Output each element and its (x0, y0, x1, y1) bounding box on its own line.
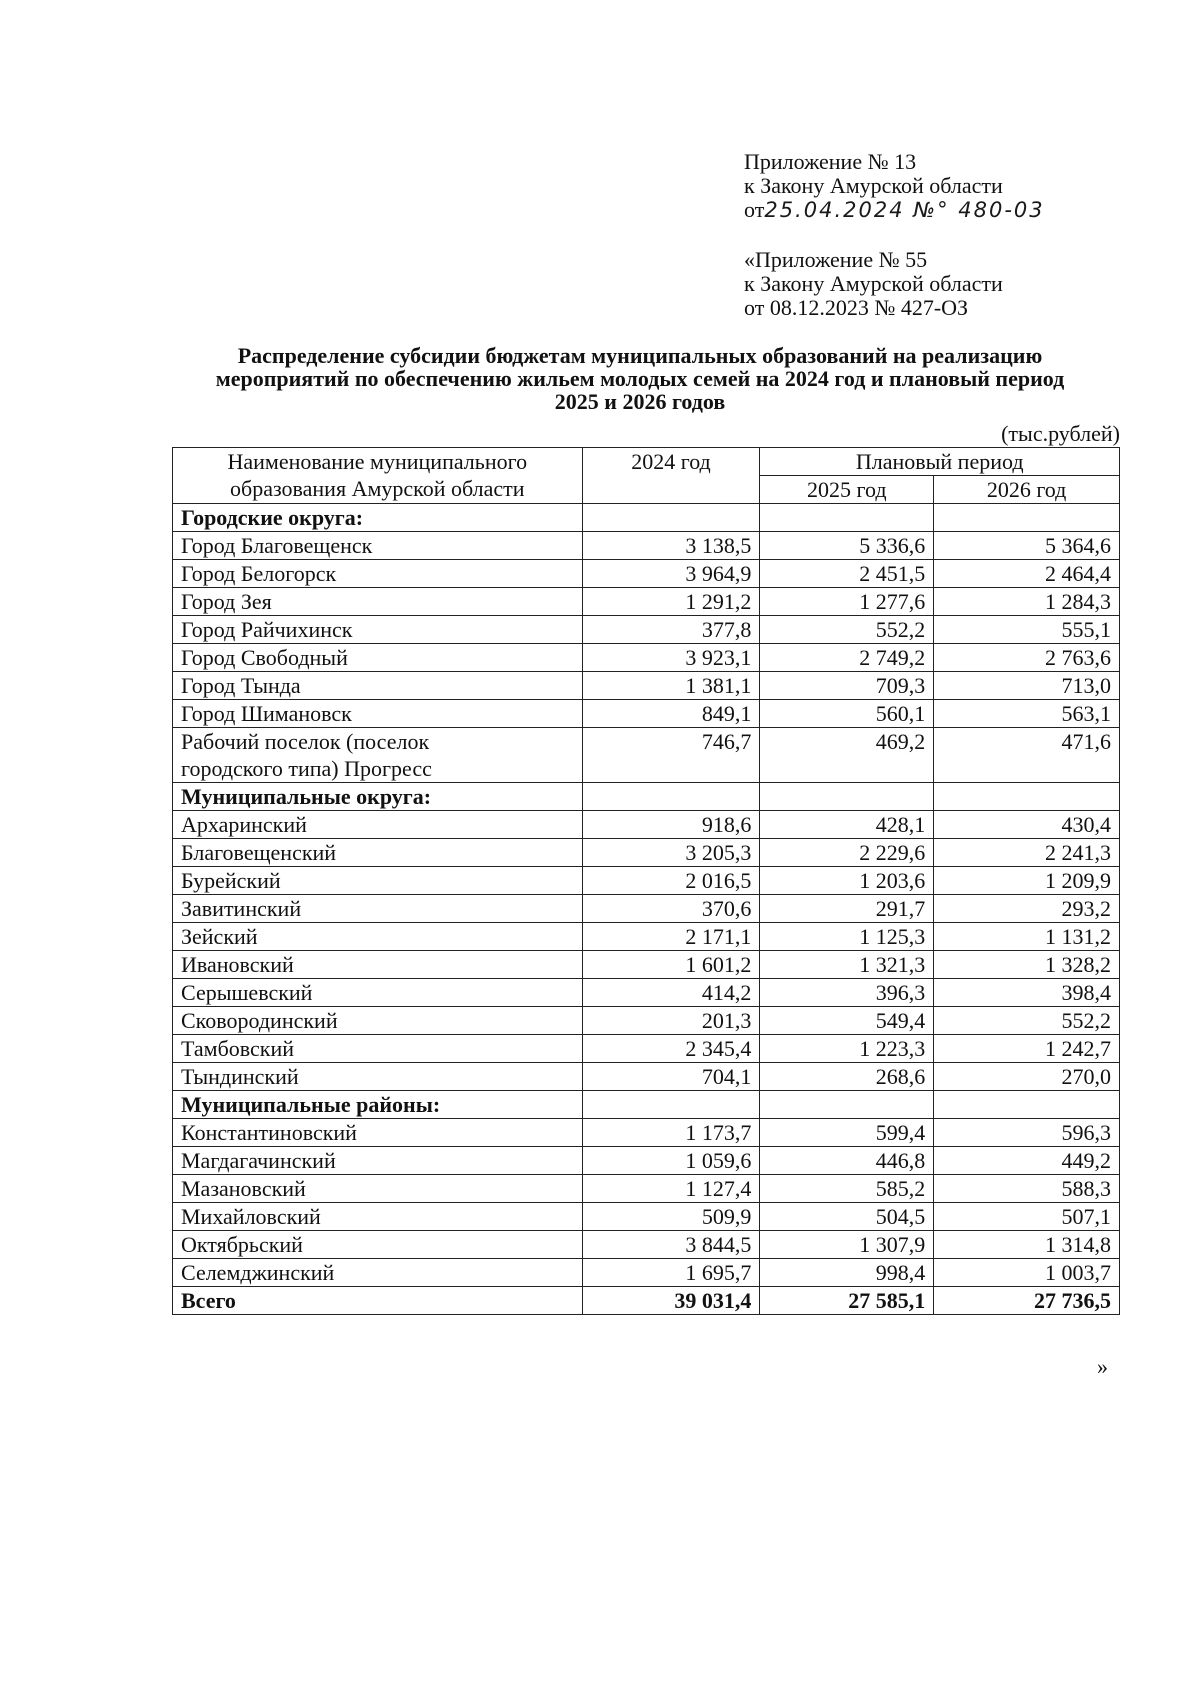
header-2026: 2026 год (934, 476, 1120, 504)
value-2024: 918,6 (582, 811, 760, 839)
value-2024: 414,2 (582, 979, 760, 1007)
value-2024: 370,6 (582, 895, 760, 923)
group-label: Муниципальные районы: (173, 1091, 583, 1119)
table-row (173, 1259, 1120, 1287)
table-row (173, 1035, 1120, 1063)
value-2024: 377,8 (582, 616, 760, 644)
value-2025: 5 336,6 (760, 532, 934, 560)
appendix-law-ref: к Закону Амурской области (744, 173, 1003, 198)
group-row (173, 504, 1120, 532)
empty-cell (760, 783, 934, 811)
group-row (173, 783, 1120, 811)
value-2026: 588,3 (934, 1175, 1120, 1203)
value-2024: 3 138,5 (582, 532, 760, 560)
value-2026: 1 284,3 (934, 588, 1120, 616)
row-name: Город Благовещенск (173, 532, 583, 560)
row-name: Серышевский (173, 979, 583, 1007)
total-row (173, 1287, 1120, 1315)
table-header (173, 448, 1120, 504)
value-2025: 1 307,9 (760, 1231, 934, 1259)
value-2024: 849,1 (582, 700, 760, 728)
value-2024: 1 601,2 (582, 951, 760, 979)
value-2026: 1 314,8 (934, 1231, 1120, 1259)
header-2025: 2025 год (760, 476, 934, 504)
table-row (173, 588, 1120, 616)
group-label: Городские округа: (173, 504, 583, 532)
value-2024: 2 171,1 (582, 923, 760, 951)
value-2024: 746,7 (582, 728, 760, 783)
value-2024: 2 345,4 (582, 1035, 760, 1063)
empty-cell (582, 1091, 760, 1119)
row-name: Город Белогорск (173, 560, 583, 588)
total-2024: 39 031,4 (582, 1287, 760, 1315)
value-2024: 1 381,1 (582, 672, 760, 700)
table-row (173, 1119, 1120, 1147)
value-2026: 596,3 (934, 1119, 1120, 1147)
value-2026: 563,1 (934, 700, 1120, 728)
value-2026: 398,4 (934, 979, 1120, 1007)
table-row (173, 923, 1120, 951)
value-2025: 1 223,3 (760, 1035, 934, 1063)
title-line-2: мероприятий по обеспечению жильем молодых семей на 2024 год и плановый период (215, 366, 1065, 391)
header-2024: 2024 год (582, 448, 760, 504)
group-label: Муниципальные округа: (173, 783, 583, 811)
table-row (173, 895, 1120, 923)
table-row (173, 839, 1120, 867)
value-2025: 599,4 (760, 1119, 934, 1147)
row-name: Тындинский (173, 1063, 583, 1091)
row-name: Город Райчихинск (173, 616, 583, 644)
value-2026: 507,1 (934, 1203, 1120, 1231)
empty-cell (760, 504, 934, 532)
value-2026: 1 328,2 (934, 951, 1120, 979)
header-planned-period: Плановый период (760, 448, 1120, 476)
table-row (173, 644, 1120, 672)
value-2025: 1 277,6 (760, 588, 934, 616)
total-2025: 27 585,1 (760, 1287, 934, 1315)
table-row (173, 1175, 1120, 1203)
value-2025: 2 451,5 (760, 560, 934, 588)
value-2026: 555,1 (934, 616, 1120, 644)
table-row (173, 951, 1120, 979)
value-2024: 704,1 (582, 1063, 760, 1091)
value-2025: 1 203,6 (760, 867, 934, 895)
value-2024: 2 016,5 (582, 867, 760, 895)
value-2025: 549,4 (760, 1007, 934, 1035)
row-name: Сковородинский (173, 1007, 583, 1035)
row-name: Завитинский (173, 895, 583, 923)
value-2025: 1 125,3 (760, 923, 934, 951)
table-row (173, 1063, 1120, 1091)
table-row (173, 616, 1120, 644)
row-name-line-2: городского типа) Прогресс (181, 756, 432, 781)
table-body (173, 504, 1120, 1315)
table-row (173, 532, 1120, 560)
row-name (173, 728, 583, 783)
value-2026: 1 003,7 (934, 1259, 1120, 1287)
appendix-date-prefix: от (744, 197, 765, 222)
appendix-date-line (744, 198, 1045, 222)
row-name: Константиновский (173, 1119, 583, 1147)
value-2025: 560,1 (760, 700, 934, 728)
value-2025: 428,1 (760, 811, 934, 839)
empty-cell (934, 504, 1120, 532)
appendix-number: Приложение № 13 (744, 149, 917, 174)
table-row (173, 811, 1120, 839)
value-2024: 3 205,3 (582, 839, 760, 867)
table-row (173, 1203, 1120, 1231)
table-row (173, 867, 1120, 895)
table-row (173, 728, 1120, 783)
table-row (173, 700, 1120, 728)
table-row (173, 672, 1120, 700)
value-2024: 509,9 (582, 1203, 760, 1231)
row-name: Тамбовский (173, 1035, 583, 1063)
row-name: Бурейский (173, 867, 583, 895)
value-2025: 585,2 (760, 1175, 934, 1203)
value-2026: 430,4 (934, 811, 1120, 839)
value-2024: 1 291,2 (582, 588, 760, 616)
header-name: Наименование муниципального образования Амурской области (173, 448, 583, 504)
empty-cell (582, 504, 760, 532)
value-2025: 268,6 (760, 1063, 934, 1091)
subsidy-table (172, 447, 1120, 1315)
value-2026: 5 364,6 (934, 532, 1120, 560)
table-row (173, 1007, 1120, 1035)
closing-quote: » (1097, 1354, 1108, 1379)
row-name: Михайловский (173, 1203, 583, 1231)
value-2026: 1 242,7 (934, 1035, 1120, 1063)
value-2024: 3 923,1 (582, 644, 760, 672)
row-name: Город Тында (173, 672, 583, 700)
value-2026: 1 131,2 (934, 923, 1120, 951)
amended-appendix-law-ref: к Закону Амурской области (744, 271, 1003, 296)
value-2024: 1 059,6 (582, 1147, 760, 1175)
row-name: Архаринский (173, 811, 583, 839)
value-2025: 998,4 (760, 1259, 934, 1287)
value-2024: 3 964,9 (582, 560, 760, 588)
document-title (160, 344, 1120, 413)
row-name: Магдагачинский (173, 1147, 583, 1175)
row-name: Город Свободный (173, 644, 583, 672)
group-row (173, 1091, 1120, 1119)
value-2025: 1 321,3 (760, 951, 934, 979)
value-2026: 449,2 (934, 1147, 1120, 1175)
title-line-1: Распределение субсидии бюджетам муниципальных образований на реализацию (237, 343, 1043, 368)
value-2026: 713,0 (934, 672, 1120, 700)
amended-appendix-date: от 08.12.2023 № 427-ОЗ (744, 295, 969, 320)
total-label: Всего (173, 1287, 583, 1315)
appendix-header (744, 150, 1045, 222)
table-row (173, 1231, 1120, 1259)
row-name: Октябрьский (173, 1231, 583, 1259)
value-2026: 293,2 (934, 895, 1120, 923)
row-name: Мазановский (173, 1175, 583, 1203)
value-2024: 1 127,4 (582, 1175, 760, 1203)
value-2025: 2 749,2 (760, 644, 934, 672)
value-2026: 2 464,4 (934, 560, 1120, 588)
value-2026: 270,0 (934, 1063, 1120, 1091)
value-2025: 469,2 (760, 728, 934, 783)
units-label: (тыс.рублей) (1001, 421, 1120, 446)
value-2025: 709,3 (760, 672, 934, 700)
value-2025: 2 229,6 (760, 839, 934, 867)
total-2026: 27 736,5 (934, 1287, 1120, 1315)
row-name: Ивановский (173, 951, 583, 979)
title-line-3: 2025 и 2026 годов (554, 389, 726, 414)
table-row (173, 560, 1120, 588)
value-2024: 3 844,5 (582, 1231, 760, 1259)
amended-appendix-number: «Приложение № 55 (744, 247, 928, 272)
amended-appendix-header (744, 248, 1003, 320)
row-name: Город Шимановск (173, 700, 583, 728)
table-row (173, 1147, 1120, 1175)
value-2026: 1 209,9 (934, 867, 1120, 895)
value-2026: 471,6 (934, 728, 1120, 783)
empty-cell (582, 783, 760, 811)
value-2025: 291,7 (760, 895, 934, 923)
value-2025: 396,3 (760, 979, 934, 1007)
value-2024: 1 695,7 (582, 1259, 760, 1287)
value-2025: 446,8 (760, 1147, 934, 1175)
row-name-line-1: Рабочий поселок (поселок (181, 729, 430, 754)
empty-cell (760, 1091, 934, 1119)
value-2024: 201,3 (582, 1007, 760, 1035)
handwritten-date-number: 25.04.2024 №° 480-03 (764, 198, 1045, 222)
value-2024: 1 173,7 (582, 1119, 760, 1147)
value-2025: 552,2 (760, 616, 934, 644)
value-2026: 2 241,3 (934, 839, 1120, 867)
value-2025: 504,5 (760, 1203, 934, 1231)
table-row (173, 979, 1120, 1007)
value-2026: 552,2 (934, 1007, 1120, 1035)
empty-cell (934, 1091, 1120, 1119)
row-name: Селемджинский (173, 1259, 583, 1287)
row-name: Благовещенский (173, 839, 583, 867)
empty-cell (934, 783, 1120, 811)
row-name: Зейский (173, 923, 583, 951)
value-2026: 2 763,6 (934, 644, 1120, 672)
row-name: Город Зея (173, 588, 583, 616)
